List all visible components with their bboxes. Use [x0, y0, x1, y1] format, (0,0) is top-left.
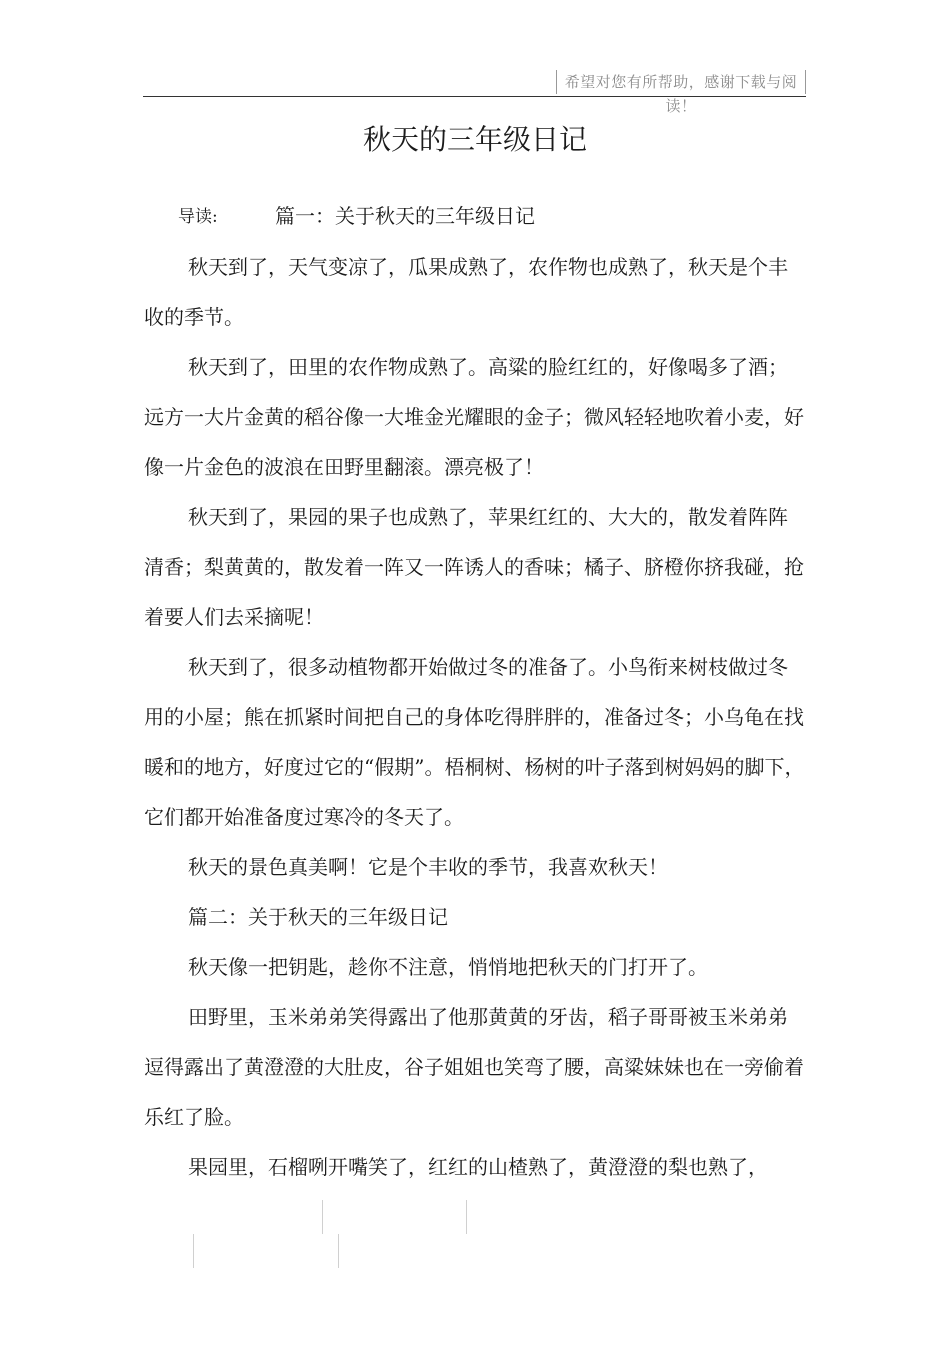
paragraph: 田野里，玉米弟弟笑得露出了他那黄黄的牙齿，稻子哥哥被玉米弟弟逗得露出了黄澄澄的大肚皮，谷子姐姐也笑弯了腰，高粱妹妹也在一旁偷着乐红了脸。 — [144, 1005, 804, 1129]
paragraph: 秋天到了，果园的果子也成熟了，苹果红红的、大大的，散发着阵阵清香；梨黄黄的，散发着一阵又一阵诱人的香味；橘子、脐橙你挤我碰，抢着要人们去采摘呢！ — [144, 505, 804, 629]
scan-artifact-line — [466, 1200, 467, 1234]
section-1-title: 篇一：关于秋天的三年级日记 — [275, 204, 535, 228]
scan-artifact-line — [193, 1234, 194, 1268]
page-title: 秋天的三年级日记 — [362, 123, 587, 156]
paragraph: 秋天像一把钥匙，趁你不注意，悄悄地把秋天的门打开了。 — [188, 955, 708, 979]
paragraph: 秋天到了，很多动植物都开始做过冬的准备了。小鸟衔来树枝做过冬用的小屋；熊在抓紧时间把自己的身体吃得胖胖的，准备过冬；小乌龟在找暖和的地方，好度过它的“假期”。梧桐树、杨树的叶子落到树妈妈的脚下，它们都开始准备度过寒冷的冬天了。 — [144, 655, 805, 829]
paragraph: 秋天到了，田里的农作物成熟了。高粱的脸红红的，好像喝多了酒；远方一大片金黄的稻谷像一大堆金光耀眼的金子；微风轻轻地吹着小麦，好像一片金色的波浪在田野里翻滚。漂亮极了！ — [144, 355, 804, 479]
header-note: 希望对您有所帮助，感谢下载与阅读！ — [556, 70, 806, 94]
header-divider — [143, 96, 806, 97]
scan-artifact-line — [322, 1200, 323, 1234]
article-body — [144, 242, 806, 1192]
paragraph: 果园里，石榴咧开嘴笑了，红红的山楂熟了，黄澄澄的梨也熟了， — [188, 1155, 768, 1179]
paragraph: 秋天到了，天气变凉了，瓜果成熟了，农作物也成熟了，秋天是个丰收的季节。 — [144, 255, 788, 329]
guide-label: 导读: — [178, 207, 218, 227]
scan-artifact-line — [338, 1234, 339, 1268]
paragraph: 秋天的景色真美啊！它是个丰收的季节，我喜欢秋天！ — [188, 855, 668, 879]
section-2-title: 篇二：关于秋天的三年级日记 — [188, 905, 448, 929]
